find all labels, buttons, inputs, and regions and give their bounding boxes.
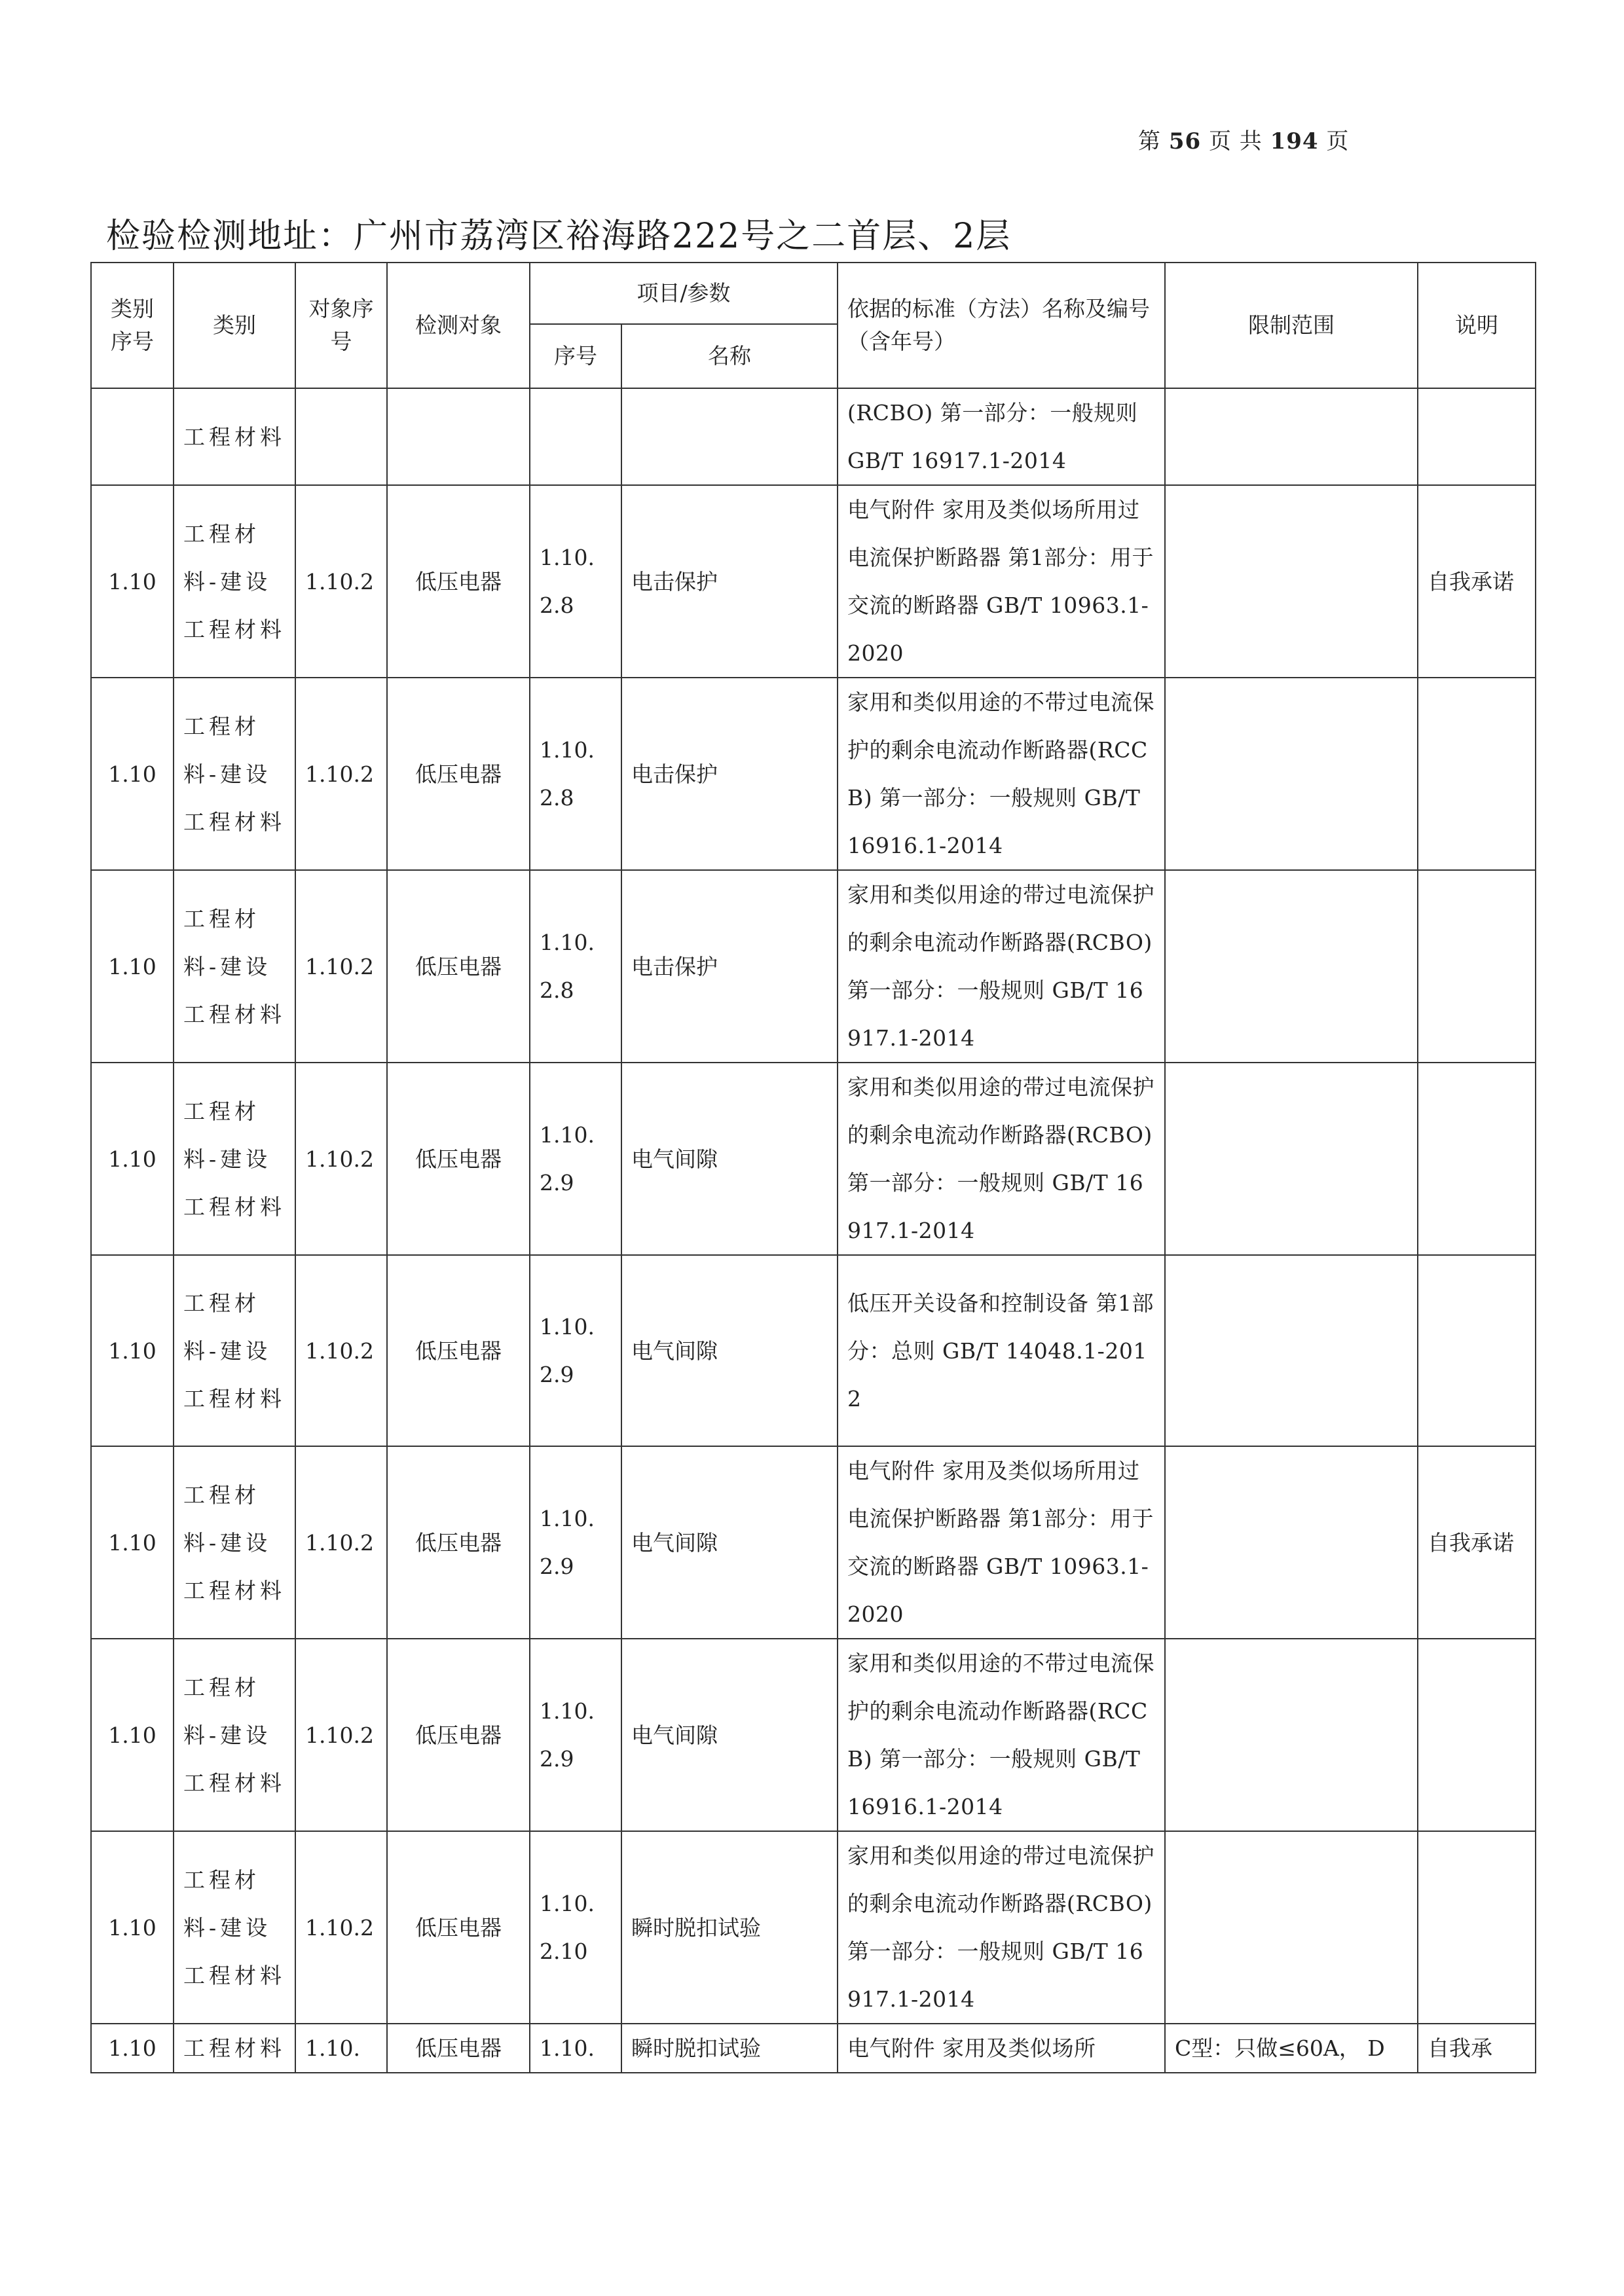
header-item-name: 名称	[621, 324, 838, 388]
cell-limit	[1165, 1255, 1418, 1446]
page-number-mid: 页 共	[1208, 128, 1263, 155]
header-item-group: 项目/参数	[530, 263, 838, 324]
cell-object: 低压电器	[387, 485, 530, 678]
cell-object-no: 1.10.2	[295, 1255, 387, 1446]
cell-category: 工程材料-建设工程材料	[174, 1639, 295, 1831]
cell-object: 低压电器	[387, 870, 530, 1063]
page-number	[1138, 123, 1349, 155]
cell-item-no: 1.10.2.9	[530, 1255, 621, 1446]
cell-category: 工程材料	[174, 388, 295, 485]
cell-note: 自我承诺	[1418, 1446, 1536, 1639]
cell-object: 低压电器	[387, 1446, 530, 1639]
cell-object: 低压电器	[387, 1639, 530, 1831]
cell-category-no: 1.10	[91, 1446, 174, 1639]
table-row	[91, 388, 1536, 485]
cell-note	[1418, 1255, 1536, 1446]
cell-limit	[1165, 678, 1418, 870]
table-row	[91, 1446, 1536, 1639]
cell-item-name: 瞬时脱扣试验	[621, 2024, 838, 2073]
header-category: 类别	[174, 263, 295, 388]
cell-note	[1418, 870, 1536, 1063]
cell-category: 工程材料-建设工程材料	[174, 1446, 295, 1639]
page-number-current: 56	[1168, 128, 1202, 155]
cell-category-no: 1.10	[91, 1639, 174, 1831]
cell-item-name	[621, 388, 838, 485]
cell-standard: 低压开关设备和控制设备 第1部分：总则 GB/T 14048.1-2012	[838, 1255, 1165, 1446]
table-body	[91, 388, 1536, 2073]
cell-item-name: 电气间隙	[621, 1446, 838, 1639]
cell-note	[1418, 1639, 1536, 1831]
cell-limit	[1165, 1639, 1418, 1831]
cell-standard: 家用和类似用途的不带过电流保护的剩余电流动作断路器(RCCB) 第一部分：一般规则 GB/T 16916.1-2014	[838, 678, 1165, 870]
cell-category-no: 1.10	[91, 485, 174, 678]
cell-category-no	[91, 388, 174, 485]
cell-item-no: 1.10.2.8	[530, 485, 621, 678]
cell-standard: 电气附件 家用及类似场所用过电流保护断路器 第1部分：用于交流的断路器 GB/T 10963.1-2020	[838, 485, 1165, 678]
header-category-no: 类别序号	[91, 263, 174, 388]
cell-limit: C型：只做≤60A， D	[1165, 2024, 1418, 2073]
cell-note	[1418, 678, 1536, 870]
cell-item-no: 1.10.2.9	[530, 1063, 621, 1255]
cell-object-no: 1.10.	[295, 2024, 387, 2073]
cell-object-no: 1.10.2	[295, 1831, 387, 2024]
cell-note: 自我承	[1418, 2024, 1536, 2073]
page-number-suffix: 页	[1326, 128, 1350, 155]
cell-category: 工程材料-建设工程材料	[174, 1063, 295, 1255]
cell-limit	[1165, 870, 1418, 1063]
cell-item-no: 1.10.2.8	[530, 870, 621, 1063]
cell-category-no: 1.10	[91, 678, 174, 870]
cell-limit	[1165, 1831, 1418, 2024]
header-object: 检测对象	[387, 263, 530, 388]
table-row	[91, 1639, 1536, 1831]
cell-item-name: 电击保护	[621, 678, 838, 870]
cell-item-no: 1.10.2.9	[530, 1446, 621, 1639]
table-row	[91, 1831, 1536, 2024]
cell-standard: 家用和类似用途的带过电流保护的剩余电流动作断路器(RCBO) 第一部分：一般规则 GB/T 16917.1-2014	[838, 1831, 1165, 2024]
cell-item-name: 电气间隙	[621, 1063, 838, 1255]
table-row	[91, 1255, 1536, 1446]
cell-limit	[1165, 485, 1418, 678]
cell-standard: 家用和类似用途的带过电流保护的剩余电流动作断路器(RCBO) 第一部分：一般规则 GB/T 16917.1-2014	[838, 1063, 1165, 1255]
cell-object	[387, 388, 530, 485]
cell-object: 低压电器	[387, 1063, 530, 1255]
cell-item-no: 1.10.2.10	[530, 1831, 621, 2024]
cell-category-no: 1.10	[91, 1255, 174, 1446]
cell-category: 工程材料-建设工程材料	[174, 1831, 295, 2024]
cell-object: 低压电器	[387, 1255, 530, 1446]
cell-item-name: 电气间隙	[621, 1639, 838, 1831]
cell-object-no: 1.10.2	[295, 485, 387, 678]
cell-category: 工程材料-建设工程材料	[174, 485, 295, 678]
cell-item-no	[530, 388, 621, 485]
cell-object-no: 1.10.2	[295, 1446, 387, 1639]
cell-note: 自我承诺	[1418, 485, 1536, 678]
scope-table	[90, 262, 1536, 2073]
table-row	[91, 870, 1536, 1063]
cell-limit	[1165, 1063, 1418, 1255]
cell-object-no	[295, 388, 387, 485]
header-standard: 依据的标准（方法）名称及编号（含年号）	[838, 263, 1165, 388]
cell-standard: 电气附件 家用及类似场所用过电流保护断路器 第1部分：用于交流的断路器 GB/T 10963.1-2020	[838, 1446, 1165, 1639]
cell-object: 低压电器	[387, 2024, 530, 2073]
cell-item-no: 1.10.	[530, 2024, 621, 2073]
cell-category-no: 1.10	[91, 1063, 174, 1255]
page-number-prefix: 第	[1138, 128, 1161, 155]
header-item-no: 序号	[530, 324, 621, 388]
cell-category: 工程材料-建设工程材料	[174, 678, 295, 870]
cell-limit	[1165, 1446, 1418, 1639]
cell-limit	[1165, 388, 1418, 485]
cell-category: 工程材料-建设工程材料	[174, 870, 295, 1063]
cell-object-no: 1.10.2	[295, 678, 387, 870]
cell-object: 低压电器	[387, 1831, 530, 2024]
cell-item-name: 电击保护	[621, 485, 838, 678]
cell-category: 工程材料-建设工程材料	[174, 1255, 295, 1446]
cell-item-no: 1.10.2.9	[530, 1639, 621, 1831]
cell-category-no: 1.10	[91, 870, 174, 1063]
table-row	[91, 2024, 1536, 2073]
cell-standard: 家用和类似用途的不带过电流保护的剩余电流动作断路器(RCCB) 第一部分：一般规则 GB/T 16916.1-2014	[838, 1639, 1165, 1831]
header-object-no: 对象序号	[295, 263, 387, 388]
header-limit: 限制范围	[1165, 263, 1418, 388]
table-row	[91, 1063, 1536, 1255]
cell-category-no: 1.10	[91, 2024, 174, 2073]
cell-note	[1418, 388, 1536, 485]
cell-object-no: 1.10.2	[295, 1063, 387, 1255]
inspection-address: 检验检测地址：广州市荔湾区裕海路222号之二首层、2层	[106, 217, 1012, 256]
cell-object-no: 1.10.2	[295, 1639, 387, 1831]
page-number-total: 194	[1270, 128, 1319, 155]
table-row	[91, 678, 1536, 870]
header-note: 说明	[1418, 263, 1536, 388]
cell-note	[1418, 1831, 1536, 2024]
table-row	[91, 485, 1536, 678]
cell-item-name: 电气间隙	[621, 1255, 838, 1446]
cell-category-no: 1.10	[91, 1831, 174, 2024]
cell-object-no: 1.10.2	[295, 870, 387, 1063]
cell-item-no: 1.10.2.8	[530, 678, 621, 870]
cell-item-name: 瞬时脱扣试验	[621, 1831, 838, 2024]
cell-category: 工程材料	[174, 2024, 295, 2073]
cell-note	[1418, 1063, 1536, 1255]
cell-object: 低压电器	[387, 678, 530, 870]
cell-item-name: 电击保护	[621, 870, 838, 1063]
cell-standard: 电气附件 家用及类似场所	[838, 2024, 1165, 2073]
cell-standard: 家用和类似用途的带过电流保护的剩余电流动作断路器(RCBO) 第一部分：一般规则 GB/T 16917.1-2014	[838, 870, 1165, 1063]
table-header	[91, 263, 1536, 388]
cell-standard: (RCBO) 第一部分：一般规则 GB/T 16917.1-2014	[838, 388, 1165, 485]
